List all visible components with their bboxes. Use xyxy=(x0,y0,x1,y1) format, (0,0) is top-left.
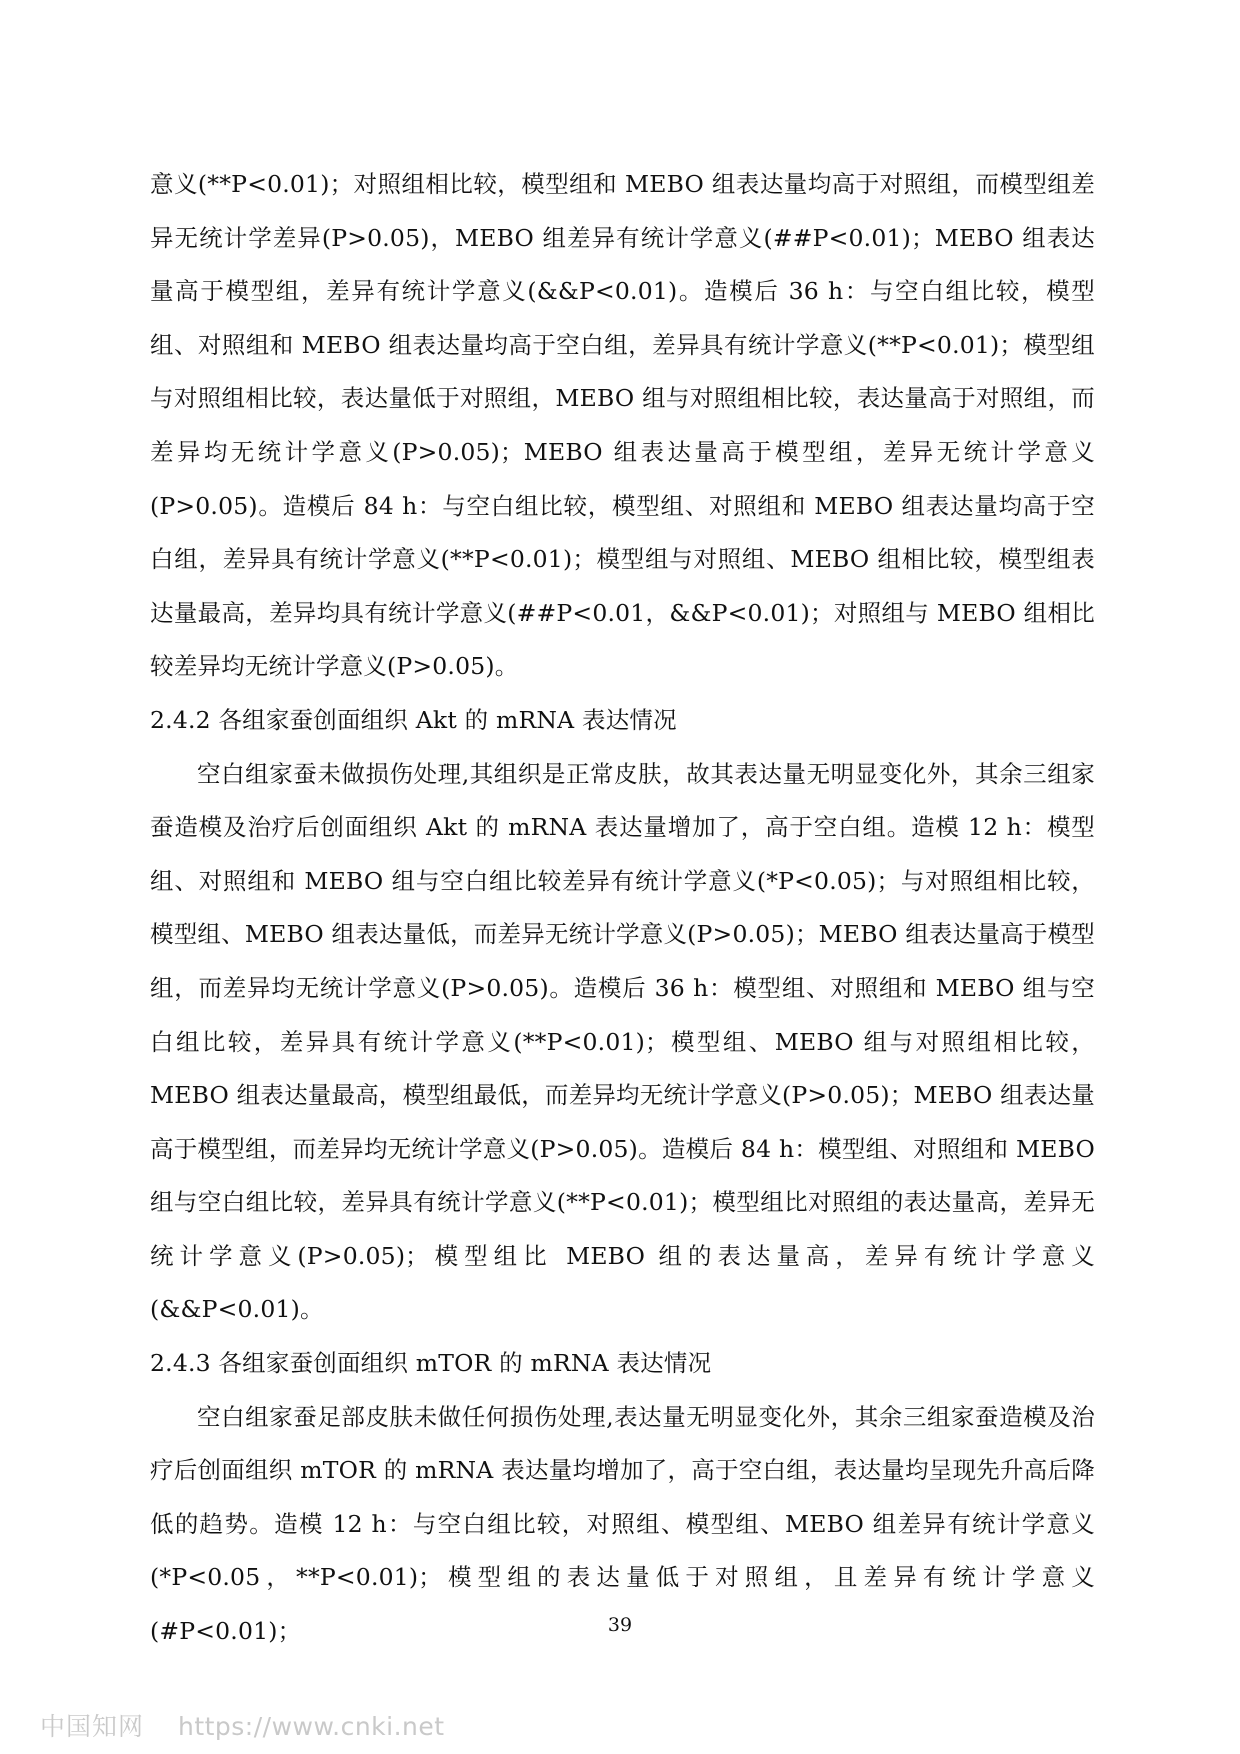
watermark-url: https://www.cnki.net xyxy=(177,1712,445,1741)
cnki-watermark xyxy=(40,1707,445,1743)
section-heading-2-4-3: 2.4.3 各组家蚕创面组织 mTOR 的 mRNA 表达情况 xyxy=(150,1349,712,1378)
page-number: 39 xyxy=(607,1614,633,1636)
body-paragraph: 空白组家蚕足部皮肤未做任何损伤处理,表达量无明显变化外，其余三组家蚕造模及治疗后创面组织 mTOR 的 mRNA 表达量均增加了，高于空白组，表达量均呈现先升高后降低的趋势。造模 12 h：与空白组比较，对照组、模型组、MEBO 组差异有统计学意义(*P<0.05，**P<0.01)；模型组的表达量低于对照组，且差异有统计学意义(#P<0.01)； xyxy=(150,1402,1095,1646)
body-paragraph: 意义(**P<0.01)；对照组相比较，模型组和 MEBO 组表达量均高于对照组，而模型组差异无统计学差异(P>0.05)，MEBO 组差异有统计学意义(##P<0.01)；MEBO 组表达量高于模型组，差异有统计学意义(&&P<0.01)。造模后 36 h：与空白组比较，模型组、对照组和 MEBO 组表达量均高于空白组，差异具有统计学意义(**P<0.01)；模型组与对照组相比较，表达量低于对照组，MEBO 组与对照组相比较，表达量高于对照组，而差异均无统计学意义(P>0.05)；MEBO 组表达量高于模型组，差异无统计学意义(P>0.05)。造模后 84 h：与空白组比较，模型组、对照组和 MEBO 组表达量均高于空白组，差异具有统计学意义(**P<0.01)；模型组与对照组、MEBO 组相比较，模型组表达量最高，差异均具有统计学意义(##P<0.01，&&P<0.01)；对照组与 MEBO 组相比较差异均无统计学意义(P>0.05)。 xyxy=(150,170,1095,681)
page-body xyxy=(150,158,1095,1659)
watermark-logo-text: 中国知网 xyxy=(40,1712,145,1741)
body-paragraph: 空白组家蚕未做损伤处理,其组织是正常皮肤，故其表达量无明显变化外，其余三组家蚕造模及治疗后创面组织 Akt 的 mRNA 表达量增加了，高于空白组。造模 12 h：模型组、对照组和 MEBO 组与空白组比较差异有统计学意义(*P<0.05)；与对照组相比较，模型组、MEBO 组表达量低，而差异无统计学意义(P>0.05)；MEBO 组表达量高于模型组，而差异均无统计学意义(P>0.05)。造模后 36 h：模型组、对照组和 MEBO 组与空白组比较，差异具有统计学意义(**P<0.01)；模型组、MEBO 组与对照组相比较，MEBO 组表达量最高，模型组最低，而差异均无统计学意义(P>0.05)；MEBO 组表达量高于模型组，而差异均无统计学意义(P>0.05)。造模后 84 h：模型组、对照组和 MEBO 组与空白组比较，差异具有统计学意义(**P<0.01)；模型组比对照组的表达量高，差异无统计学意义(P>0.05)；模型组比 MEBO 组的表达量高，差异有统计学意义(&&P<0.01)。 xyxy=(150,759,1095,1324)
section-heading-2-4-2: 2.4.2 各组家蚕创面组织 Akt 的 mRNA 表达情况 xyxy=(150,705,677,734)
